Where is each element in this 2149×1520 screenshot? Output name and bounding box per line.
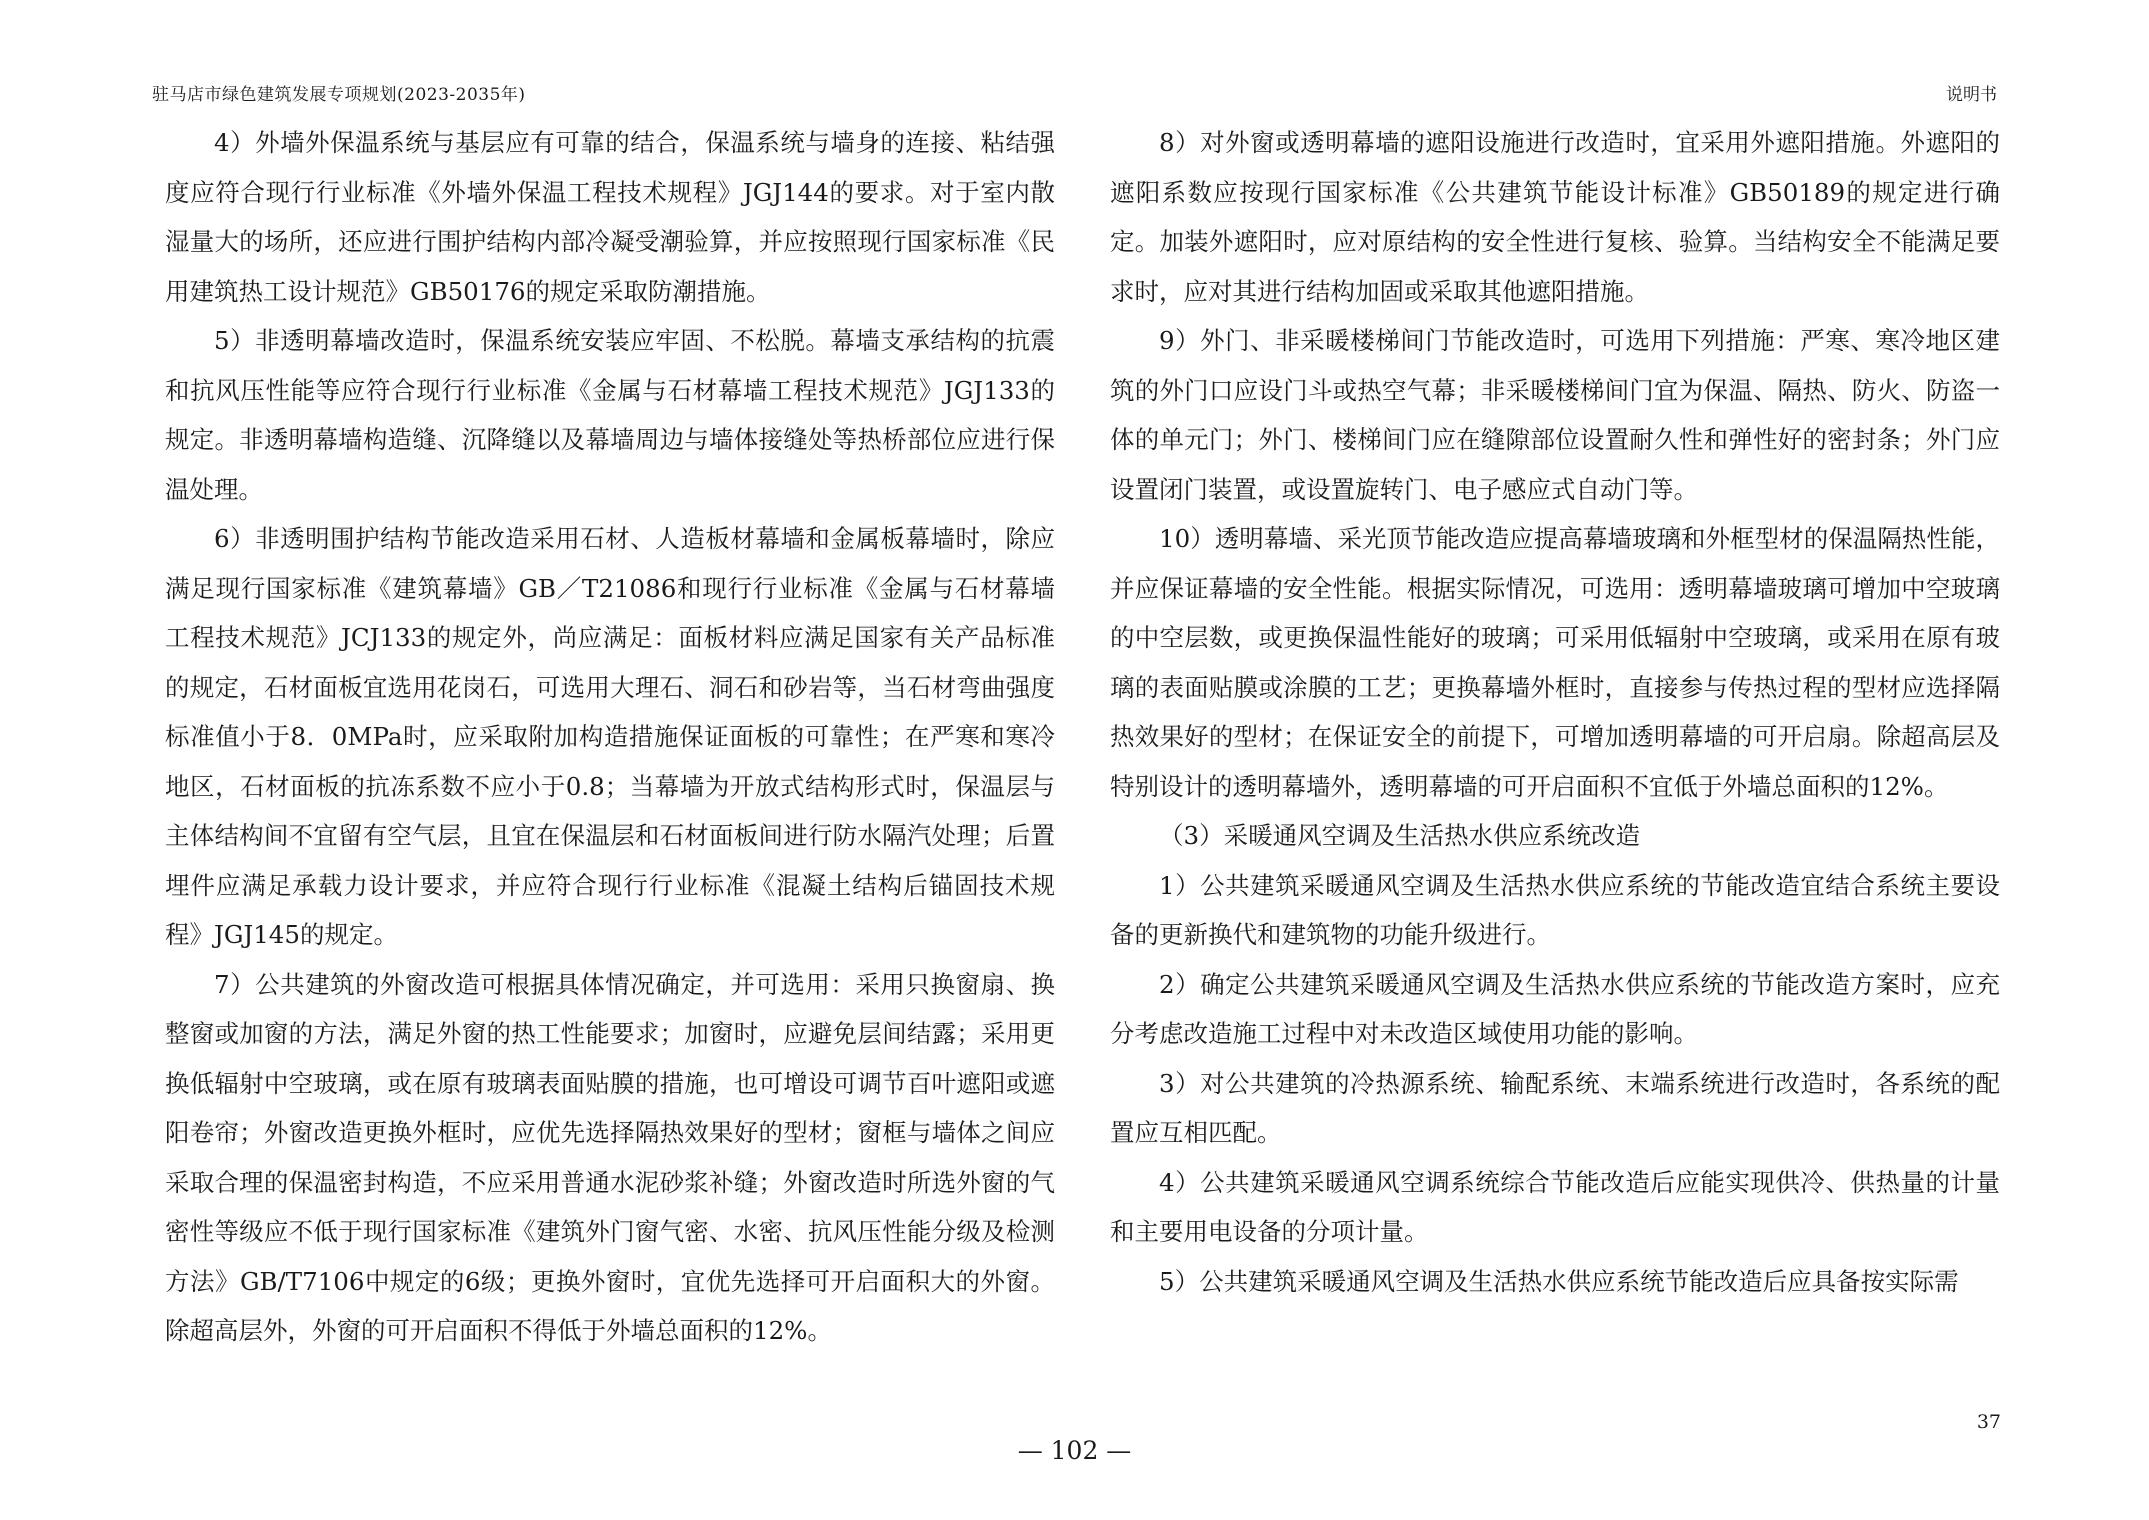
paragraph-hvac-1: 1）公共建筑采暖通风空调及生活热水供应系统的节能改造宜结合系统主要设备的更新换代和建筑物的功能升级进行。	[1110, 870, 2000, 949]
page-number-local: 37	[1976, 1411, 2001, 1433]
right-column	[1110, 118, 2000, 1306]
paragraph-item-10: 10）透明幕墙、采光顶节能改造应提高幕墙玻璃和外框型材的保温隔热性能，并应保证幕墙的安全性能。根据实际情况，可选用：透明幕墙玻璃可增加中空玻璃的中空层数，或更换保温性能好的玻璃；可采用低辐射中空玻璃，或采用在原有玻璃的表面贴膜或涂膜的工艺；更换幕墙外框时，直接参与传热过程的型材应选择隔热效果好的型材；在保证安全的前提下，可增加透明幕墙的可开启扇。除超高层及特别设计的透明幕墙外，透明幕墙的可开启面积不宜低于外墙总面积的12%。	[1110, 524, 2000, 801]
paragraph-hvac-3: 3）对公共建筑的冷热源系统、输配系统、末端系统进行改造时，各系统的配置应互相匹配。	[1110, 1068, 2000, 1147]
paragraph-item-5: 5）非透明幕墙改造时，保温系统安装应牢固、不松脱。幕墙支承结构的抗震和抗风压性能等应符合现行行业标准《金属与石材幕墙工程技术规范》JGJ133的规定。非透明幕墙构造缝、沉降缝以及幕墙周边与墙体接缝处等热桥部位应进行保温处理。	[165, 326, 1055, 504]
section-heading-hvac: （3）采暖通风空调及生活热水供应系统改造	[1159, 821, 1641, 850]
paragraph-hvac-4: 4）公共建筑采暖通风空调系统综合节能改造后应能实现供冷、供热量的计量和主要用电设备的分项计量。	[1110, 1167, 2000, 1246]
document-header-section: 说明书	[1946, 85, 1997, 105]
paragraph-item-8: 8）对外窗或透明幕墙的遮阳设施进行改造时，宜采用外遮阳措施。外遮阳的遮阳系数应按现行国家标准《公共建筑节能设计标准》GB50189的规定进行确定。加装外遮阳时，应对原结构的安全性进行复核、验算。当结构安全不能满足要求时，应对其进行结构加固或采取其他遮阳措施。	[1110, 128, 2000, 306]
left-column	[165, 118, 1055, 1356]
paragraph-hvac-2: 2）确定公共建筑采暖通风空调及生活热水供应系统的节能改造方案时，应充分考虑改造施工过程中对未改造区域使用功能的影响。	[1110, 969, 2000, 1048]
paragraph-item-7: 7）公共建筑的外窗改造可根据具体情况确定，并可选用：采用只换窗扇、换整窗或加窗的方法，满足外窗的热工性能要求；加窗时，应避免层间结露；采用更换低辐射中空玻璃，或在原有玻璃表面贴膜的措施，也可增设可调节百叶遮阳或遮阳卷帘；外窗改造更换外框时，应优先选择隔热效果好的型材；窗框与墙体之间应采取合理的保温密封构造，不应采用普通水泥砂浆补缝；外窗改造时所选外窗的气密性等级应不低于现行国家标准《建筑外门窗气密、水密、抗风压性能分级及检测方法》GB/T7106中规定的6级；更换外窗时，宜优先选择可开启面积大的外窗。除超高层外，外窗的可开启面积不得低于外墙总面积的12%。	[165, 969, 1055, 1345]
paragraph-item-9: 9）外门、非采暖楼梯间门节能改造时，可选用下列措施：严寒、寒冷地区建筑的外门口应设门斗或热空气幕；非采暖楼梯间门宜为保温、隔热、防火、防盗一体的单元门；外门、楼梯间门应在缝隙部位设置耐久性和弹性好的密封条；外门应设置闭门装置，或设置旋转门、电子感应式自动门等。	[1110, 326, 2000, 504]
page-number-footer: — 102 —	[1017, 1436, 1132, 1465]
paragraph-hvac-5: 5）公共建筑采暖通风空调及生活热水供应系统节能改造后应具备按实际需	[1159, 1266, 1959, 1296]
paragraph-item-6: 6）非透明围护结构节能改造采用石材、人造板材幕墙和金属板幕墙时，除应满足现行国家标准《建筑幕墙》GB／T21086和现行行业标准《金属与石材幕墙工程技术规范》JCJ133的规定外，尚应满足：面板材料应满足国家有关产品标准的规定，石材面板宜选用花岗石，可选用大理石、洞石和砂岩等，当石材弯曲强度标准值小于8．0MPa时，应采取附加构造措施保证面板的可靠性；在严寒和寒冷地区，石材面板的抗冻系数不应小于0.8；当幕墙为开放式结构形式时，保温层与主体结构间不宜留有空气层，且宜在保温层和石材面板间进行防水隔汽处理；后置埋件应满足承载力设计要求，并应符合现行行业标准《混凝土结构后锚固技术规程》JGJ145的规定。	[165, 524, 1055, 949]
document-header-title: 驻马店市绿色建筑发展专项规划(2023-2035年)	[152, 85, 526, 105]
paragraph-item-4: 4）外墙外保温系统与基层应有可靠的结合，保温系统与墙身的连接、粘结强度应符合现行行业标准《外墙外保温工程技术规程》JGJ144的要求。对于室内散湿量大的场所，还应进行围护结构内部冷凝受潮验算，并应按照现行国家标准《民用建筑热工设计规范》GB50176的规定采取防潮措施。	[165, 128, 1055, 306]
